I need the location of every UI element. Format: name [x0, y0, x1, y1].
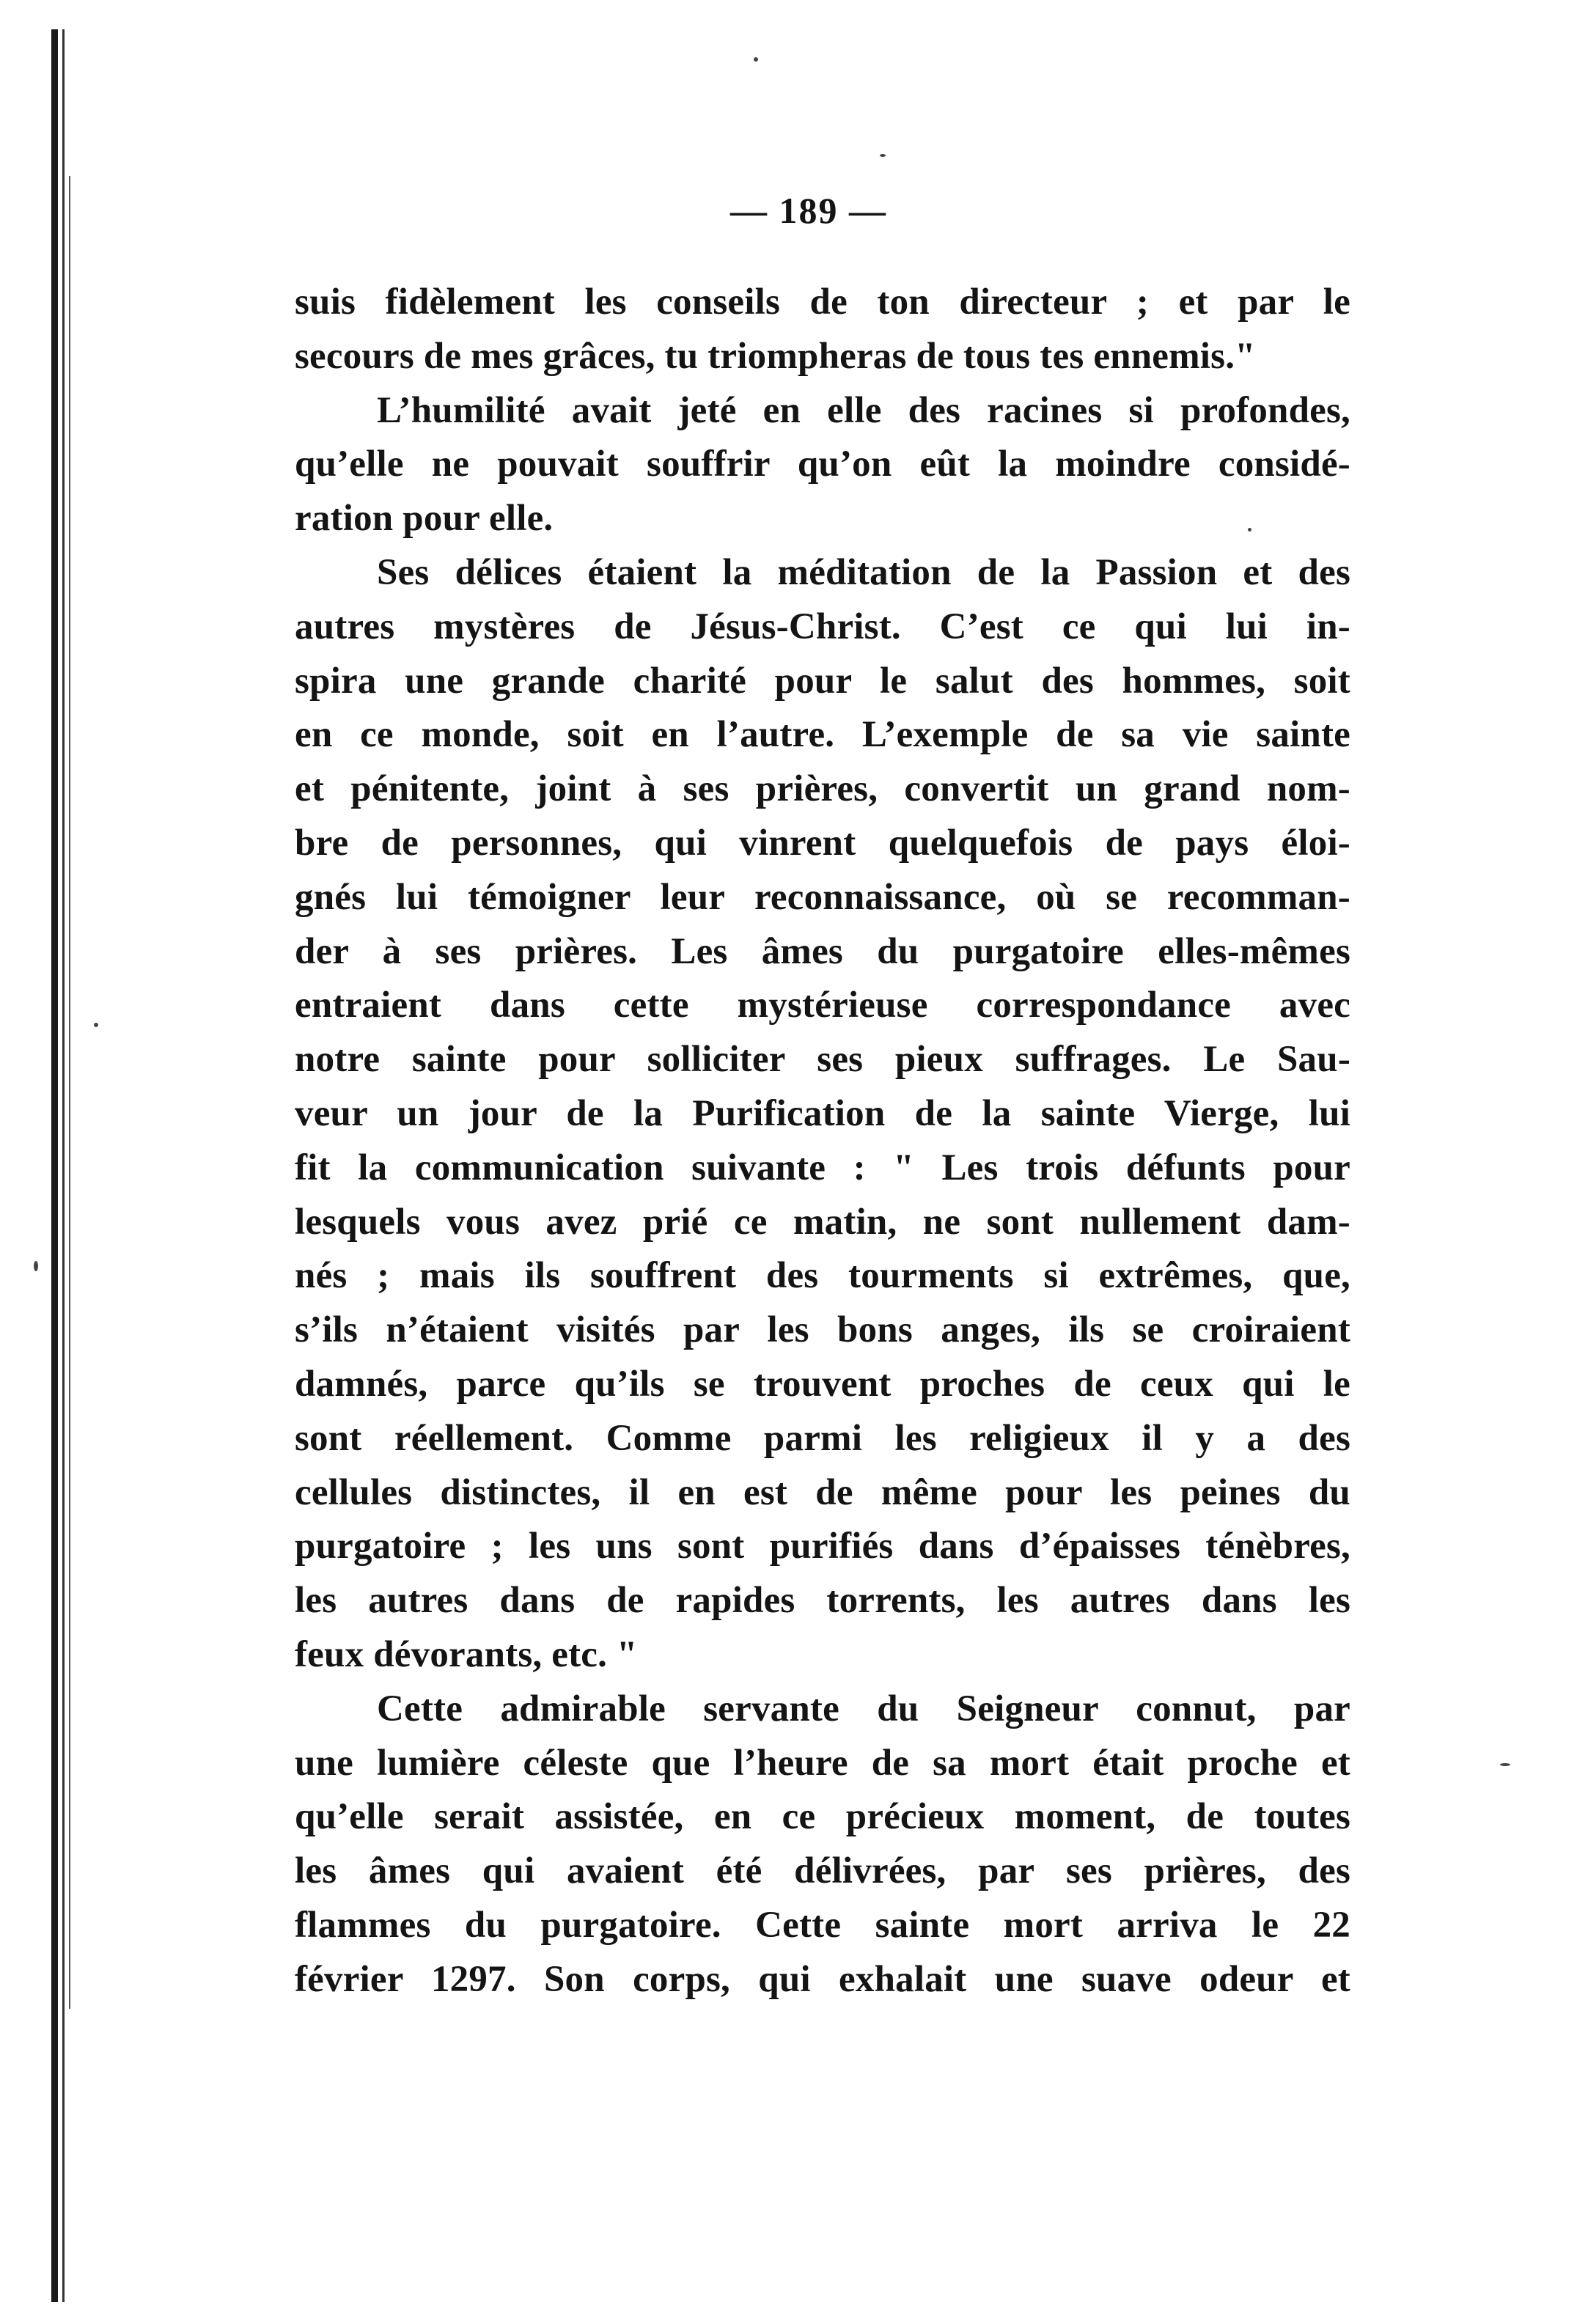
page-speck — [880, 154, 886, 157]
text-line: les autres dans de rapides torrents, les autres dans les — [295, 1580, 1350, 1622]
text-line: veur un jour de la Purification de la sainte Vierge, lui — [295, 1092, 1350, 1134]
text-line: purgatoire ; les uns sont purifiés dans d’épaisses ténèbres, — [295, 1526, 1350, 1567]
text-line: qu’elle serait assistée, en ce précieux moment, de toutes — [295, 1796, 1350, 1838]
text-line: s’ils n’étaient visités par les bons anges, ils se croiraient — [295, 1309, 1350, 1351]
text-line: nés ; mais ils souffrent des tourments si extrêmes, que, — [295, 1255, 1350, 1297]
text-line: bre de personnes, qui vinrent quelquefois de pays éloi- — [295, 822, 1350, 864]
text-line: secours de mes grâces, tu triompheras de tous tes ennemis." — [295, 335, 1256, 377]
text-line: damnés, parce qu’ils se trouvent proches de ceux qui le — [295, 1363, 1350, 1405]
page-number: — 189 — — [730, 190, 887, 231]
text-line: Ses délices étaient la méditation de la Passion et des — [377, 551, 1350, 593]
text-line: cellules distinctes, il en est de même pour les peines du — [295, 1471, 1350, 1513]
text-line: Cette admirable servante du Seigneur connut, par — [377, 1688, 1350, 1729]
text-line: qu’elle ne pouvait souffrir qu’on eût la moindre considé- — [295, 444, 1350, 485]
text-line: suis fidèlement les conseils de ton directeur ; et par le — [295, 282, 1350, 323]
text-line: en ce monde, soit en l’autre. L’exemple de sa vie sainte — [295, 714, 1350, 756]
text-line: notre sainte pour solliciter ses pieux suffrages. Le Sau- — [295, 1039, 1350, 1081]
text-line: entraient dans cette mystérieuse correspondance avec — [295, 985, 1350, 1026]
text-line: feux dévorants, etc. " — [295, 1633, 638, 1675]
text-line: gnés lui témoigner leur reconnaissance, où se recomman- — [295, 876, 1350, 918]
page-speck — [94, 1023, 98, 1027]
page-speck — [754, 57, 758, 62]
page-speck — [1500, 1763, 1510, 1766]
text-line: der à ses prières. Les âmes du purgatoire elles-mêmes — [295, 930, 1350, 972]
text-line: et pénitente, joint à ses prières, convertit un grand nom- — [295, 768, 1350, 810]
text-line: février 1297. Son corps, qui exhalait une suave odeur et — [295, 1958, 1350, 2000]
text-line: une lumière céleste que l’heure de sa mort était proche et — [295, 1742, 1350, 1784]
text-line: flammes du purgatoire. Cette sainte mort arriva le 22 — [295, 1904, 1350, 1946]
text-line: spira une grande charité pour le salut des hommes, soit — [295, 660, 1350, 702]
text-line: les âmes qui avaient été délivrées, par ses prières, des — [295, 1850, 1350, 1892]
text-line: sont réellement. Comme parmi les religieux il y a des — [295, 1417, 1350, 1459]
text-line: ration pour elle. — [295, 498, 554, 540]
text-line: autres mystères de Jésus-Christ. C’est ce qui lui in- — [295, 606, 1350, 647]
body-text — [295, 276, 1350, 2007]
text-line: fit la communication suivante : " Les trois défunts pour — [295, 1147, 1350, 1188]
page-speck — [34, 1261, 38, 1271]
binding-edge-rule — [51, 29, 76, 2302]
text-line: L’humilité avait jeté en elle des racines si profondes, — [377, 389, 1350, 431]
text-line: lesquels vous avez prié ce matin, ne sont nullement dam- — [295, 1201, 1350, 1243]
